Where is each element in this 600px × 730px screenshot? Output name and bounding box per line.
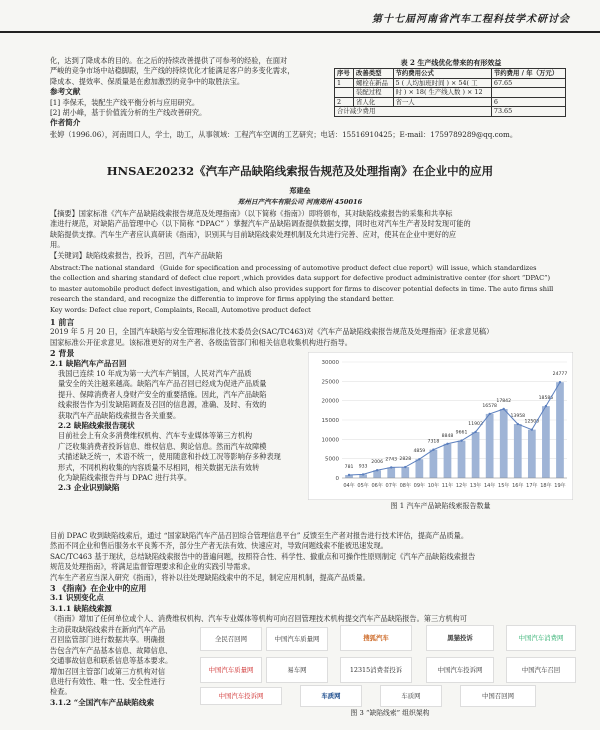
y-tick-label: 5000	[325, 456, 339, 463]
data-label: 17842	[496, 399, 512, 405]
bar-chart	[308, 352, 573, 500]
logo-tile	[200, 627, 262, 651]
text-line: to master automobile product defect investigation, and which also provides support for firms to discover potential defects in time. The auto firms shill	[50, 284, 554, 293]
logo-label: 中国汽车投诉网	[437, 666, 483, 674]
article-title: HNSAE20232《汽车产品缺陷线索报告规范及处理指南》在企业中的应用	[106, 164, 494, 178]
bar	[472, 432, 480, 478]
table-cell: 装配过程	[354, 88, 394, 98]
text-line: 2019 年 5 月 20 日，全国汽车缺陷与安全管理标准化技术委员会(SAC/TC463)对《汽车产品缺陷线索报告规范及处理指南》征求意见稿）	[50, 327, 494, 337]
text-line: 息进行有效性、唯一性、安全性进行	[50, 677, 166, 687]
text-line: 我国已连续 10 年成为第一大汽车产销国，人民对汽车产品质	[58, 369, 252, 378]
text-line: 广泛收集消费者投诉信息、维权信息、舆论信息。然而汽车故障模	[58, 441, 267, 451]
text-line: 获取汽车产品缺陷线索报告各关重要。	[58, 410, 181, 420]
logo-label: 中国汽车投诉网	[218, 692, 264, 700]
logo-label: 12315消费者投诉	[349, 666, 403, 674]
y-tick-label: 30000	[321, 360, 339, 366]
section-2-1	[58, 369, 304, 494]
chart-caption: 图 1 汽车产品缺陷线索报告数量	[390, 502, 491, 510]
text-line: 国家标准公开征求意见。该标准更好的对生产者、各级监管部门和相关信息收集机构进行指导。	[50, 337, 352, 347]
data-label: 12500	[524, 419, 540, 425]
logo-label: 中国汽车质量网	[208, 666, 254, 674]
x-tick-label: 19年	[554, 483, 566, 489]
header-rule	[0, 31, 600, 33]
x-tick-label: 16年	[512, 483, 524, 489]
table-row	[335, 97, 566, 107]
x-tick-label: 17年	[526, 483, 538, 489]
subsection-heading: 2.2 缺陷线索报告现状	[58, 421, 135, 431]
text-line: 用。	[50, 240, 65, 250]
table-cell	[335, 88, 354, 98]
section-heading: 2 背景	[50, 348, 75, 359]
table-cell: 时 ) × 18( 生产线人数 ) × 12	[393, 88, 491, 98]
logo-tile	[340, 657, 412, 683]
line-point	[503, 408, 505, 410]
subsection-heading: 2.1 缺陷汽车产品召回	[50, 358, 127, 368]
data-label: 2828	[399, 457, 412, 463]
table-cell: 1	[335, 78, 354, 88]
logo-label: 搜狐汽车	[363, 634, 389, 642]
table-cell: 省人化	[354, 97, 394, 107]
subsection-heading: 3.1.2 “全国汽车产品缺陷线索	[50, 697, 155, 707]
line-point	[432, 449, 434, 451]
text-line: 汽车生产者应当深入研究《指南》，将补以往处理缺陷线索中的不足，制定应用机制，提高产品质量。	[50, 572, 370, 582]
logo-label: 中国汽车消费网	[518, 634, 564, 642]
bar	[430, 450, 438, 478]
line-point	[531, 428, 533, 430]
x-tick-label: 10年	[427, 483, 440, 489]
x-tick-label: 12年	[455, 483, 468, 489]
logo-tile	[506, 625, 576, 651]
logo-label: 黑猫投诉	[447, 634, 473, 642]
table-cell: 67.65	[491, 78, 565, 88]
table-row	[335, 78, 566, 88]
keywords-en: Key words: Defect clue report, Complaints, Recall, Automotive product defect	[50, 305, 311, 314]
table-header: 节约费用 / 年（万元）	[491, 69, 565, 79]
table-header: 改善类型	[354, 69, 394, 79]
abstract-cn	[50, 209, 570, 261]
logo-label: 中国汽车召回	[521, 666, 561, 674]
table-header: 序号	[335, 69, 354, 79]
table-cell: 省一人	[393, 97, 491, 107]
data-label: 16578	[482, 403, 497, 409]
table-header: 节约费用公式	[393, 69, 491, 79]
x-tick-label: 18年	[540, 483, 552, 489]
logo-tile	[266, 627, 328, 651]
text-line: 增加召回主管部门或第三方机构对信	[50, 666, 166, 676]
x-tick-label: 06年	[371, 483, 383, 489]
x-tick-label: 13年	[469, 483, 482, 489]
table-cell	[491, 88, 565, 98]
text-line: 化，达到了降成本的目的。在之后的持续改善提供了可参考的经验，在面对	[50, 56, 288, 65]
x-tick-label: 15年	[498, 483, 510, 489]
table-caption: 表 2 生产线优化带来的有形效益	[400, 58, 502, 67]
bar	[528, 430, 536, 478]
data-label: 8848	[441, 433, 454, 439]
logo-tile	[340, 625, 412, 651]
table-cell: 螺栓在新品	[354, 78, 394, 88]
logo-tile	[426, 657, 494, 683]
table-cell: 合计减少费用	[335, 107, 492, 117]
section-heading: 3 《指南》在企业中的应用	[50, 583, 147, 594]
x-tick-label: 07年	[385, 483, 397, 489]
data-label: 2743	[385, 457, 398, 463]
text-line: 线索报告作为引发缺陷调查及召回的信息源，准确、及时、有效的	[58, 400, 267, 410]
benefit-table	[334, 68, 566, 117]
y-tick-label: 20000	[321, 398, 339, 405]
text-line: Abstract:The national standard 《Guide for specification and processing of automotive product defect clue report》will issue, which standardizes	[50, 264, 537, 272]
y-tick-label: 25000	[321, 379, 339, 386]
y-tick-label: 0	[335, 476, 339, 482]
y-tick-label: 15000	[321, 418, 339, 424]
data-label: 4859	[413, 449, 426, 455]
text-line: 然而不同企业和售后服务水平良莠不齐，部分生产者无法有效、快速应对，导致问题线索不能被迅速发现。	[50, 541, 388, 551]
section-3-1-1	[50, 625, 200, 708]
subsection-heading: 3.1.1 缺陷线索源	[50, 603, 112, 613]
text-line: 准进行规范，对缺陷产品管理中心（以下简称 “DPAC” ）掌握汽车产品缺陷调查提供数据支撑，同时也对汽车生产者及时发现可能的	[50, 219, 471, 229]
prev-conclusion	[50, 56, 335, 129]
logo-label: 车质网	[401, 692, 421, 700]
data-label: 24777	[552, 372, 568, 378]
text-line: 缺陷提供支撑。汽车生产者应认真研读《指南》，识别其与目前缺陷线索处理机制及允共进行完善、应对，使其在企业中更好的应	[50, 229, 457, 239]
table-cell: 6	[491, 97, 565, 107]
chart-figure	[308, 352, 573, 512]
x-tick-label: 05年	[357, 483, 369, 489]
bar	[500, 409, 508, 478]
line-point	[517, 423, 519, 425]
author-intro	[50, 130, 570, 140]
text-line: 严峻的竞争市场中站稳脚跟，生产线的持续优化才能满足客户的多变化需求，	[50, 66, 295, 76]
ref-item: [2] 胡小峰，基于价值流分析的生产线改善研究。	[50, 108, 207, 118]
text-line: 召回监管部门进行数据共享。明确报	[50, 635, 166, 645]
bar	[415, 459, 423, 478]
logo-tile	[426, 625, 494, 651]
text-line: 《指南》增加了任何单位或个人、消费维权机构、汽车专业媒体等机构可向召回管理技术机构提交汽车产品缺陷报告。第三方机构可	[50, 614, 467, 624]
bar	[514, 424, 522, 478]
text-line: 交通事故信息和联系信息等基本要求。	[50, 656, 173, 666]
table-cell: 5 ( 人均加班时间 ) × 54( 工	[393, 78, 491, 88]
page-header	[0, 0, 600, 36]
logo-label: 易车网	[287, 666, 307, 674]
text-line: 目前 DPAC 收到缺陷线索后，通过 “国家缺陷汽车产品召回综合管理信息平台” 反馈至生产者对报告进行技术评估，提高产品质量。	[50, 531, 469, 540]
text-line: 告包含汽车产品基本信息、故障信息、	[50, 645, 173, 655]
x-tick-label: 08年	[399, 483, 411, 489]
line-point	[418, 458, 420, 460]
bar	[542, 406, 550, 478]
bar	[401, 467, 409, 478]
text-line: 量安全的关注越来越高。缺陷汽车产品召回已经成为促进产品质量	[58, 379, 267, 389]
section-heading: 1 前言	[50, 317, 75, 327]
text-line: 目前社会上有众多消费维权机构、汽车专业媒体等第三方机构	[58, 431, 253, 441]
figure-caption: 图 3 “缺陷线索” 组织架构	[350, 709, 430, 717]
text-line: 形式，不同机构收集的内容质量不尽相同，相关数据无法有效转	[58, 462, 260, 472]
x-tick-label: 04年	[343, 483, 355, 489]
data-label: 9661	[455, 430, 468, 436]
data-label: 781	[344, 464, 354, 470]
y-tick-label: 10000	[321, 437, 339, 444]
data-label: 933	[358, 464, 368, 470]
journal-title: 第十七届河南省汽车工程科技学术研讨会	[372, 14, 570, 25]
article-affiliation: 郑州日产汽车有限公司 河南郑州 450016	[237, 198, 363, 206]
section-2-3	[50, 531, 572, 625]
ref-item: [1] 李保禾，装配生产线平衡分析与应用研究。	[50, 97, 200, 107]
line-point	[559, 381, 561, 383]
table-row	[335, 107, 566, 117]
data-label: 18586	[538, 396, 554, 402]
text-line: SAC/TC463 基于现状，总结缺陷线索报告中的普遍问题，按照符合性、科学性、撤重点和可操作性原则制定《汽车产品缺陷线索报告	[50, 551, 476, 561]
data-label: 13958	[510, 414, 526, 420]
logo-tile	[200, 687, 282, 705]
x-tick-label: 09年	[413, 483, 426, 489]
article-author: 郑建垒	[289, 186, 311, 195]
table-cell: 2	[335, 97, 354, 107]
subsection-heading: 3.1 识别变化点	[50, 593, 104, 603]
bar	[556, 382, 564, 478]
text-line: 【摘要】国家标准《汽车产品缺陷线索报告规范及处理指南》（以下简称《指南》）即将颁布，其对缺陷线索报告的采集和共享标	[50, 209, 453, 218]
logo-tile	[300, 685, 362, 707]
bar	[387, 467, 395, 478]
data-label: 7318	[427, 439, 440, 445]
logo-tile	[460, 685, 536, 707]
line-point	[404, 466, 406, 468]
text-line: 化为缺陷线索报告并与 DPAC 进行共享。	[58, 473, 192, 483]
text-line: 检查。	[50, 687, 72, 697]
data-label: 11902	[468, 421, 483, 427]
logo-tile	[380, 685, 442, 707]
line-point	[376, 469, 378, 471]
line-point	[446, 443, 448, 445]
logo-label: 全民召回网	[215, 635, 247, 643]
logo-label: 中国汽车质量网	[274, 635, 320, 643]
data-label: 2006	[371, 460, 384, 466]
line-point	[488, 413, 490, 415]
text-line: 主动获取缺陷线索并在新向汽车产品	[50, 625, 166, 634]
text-line: 规范及处理指南》，将满足监督管理要求和企业的实践引导需求。	[50, 562, 255, 572]
logo-tile	[200, 657, 262, 683]
line-point	[390, 466, 392, 468]
keywords-cn: 【关键词】缺陷线索报告，投诉，召回，汽车产品缺陷	[50, 250, 223, 260]
line-point	[348, 474, 350, 476]
line-point	[362, 473, 364, 475]
line-point	[474, 431, 476, 433]
bar	[458, 441, 466, 478]
subsection-heading: 2.3 企业识别缺陷	[58, 483, 120, 493]
text-line: 提升、保障消费者人身财产安全的重要措施。因此，汽车产品缺陷	[58, 389, 267, 399]
logo-tile	[506, 657, 576, 683]
text-line: the collection and sharing standard of defect clue report ,which provides data support for defective product administrative center (for short “DPAC”)	[50, 274, 551, 283]
bar	[486, 414, 494, 478]
bar	[444, 444, 452, 478]
table-cell: 73.65	[491, 107, 565, 117]
logo-label: 车质网	[321, 692, 341, 700]
refs-heading: 参考文献	[50, 87, 81, 97]
text-line: 降成本、提效率、保质量是在愈加激烈的竞争中的取胜法宝。	[50, 76, 245, 86]
author-intro-heading: 作者简介	[50, 118, 81, 128]
x-tick-label: 14年	[483, 483, 496, 489]
line-point	[460, 439, 462, 441]
x-tick-label: 11年	[441, 483, 454, 489]
abstract-en	[50, 263, 570, 315]
author-intro-text: 张婷（1996.06），河南周口人，学士，助工，从事领域：工程汽车空调的工艺研究；电话：15516910425；E-mail：1759789289@qq.com。	[50, 130, 518, 139]
text-line: research the standard, and recognize the differentia to improve for firms applying the standard better.	[50, 295, 394, 304]
text-line: 式描述缺乏统一，术语不统一，使用随意和扑歧工况等影响存多种表现	[58, 452, 281, 462]
logo-tile	[266, 657, 328, 683]
table-row	[335, 88, 566, 98]
logo-grid	[200, 623, 574, 715]
table-header-row	[335, 69, 566, 79]
line-point	[545, 405, 547, 407]
logo-label: 中国召回网	[482, 692, 514, 700]
